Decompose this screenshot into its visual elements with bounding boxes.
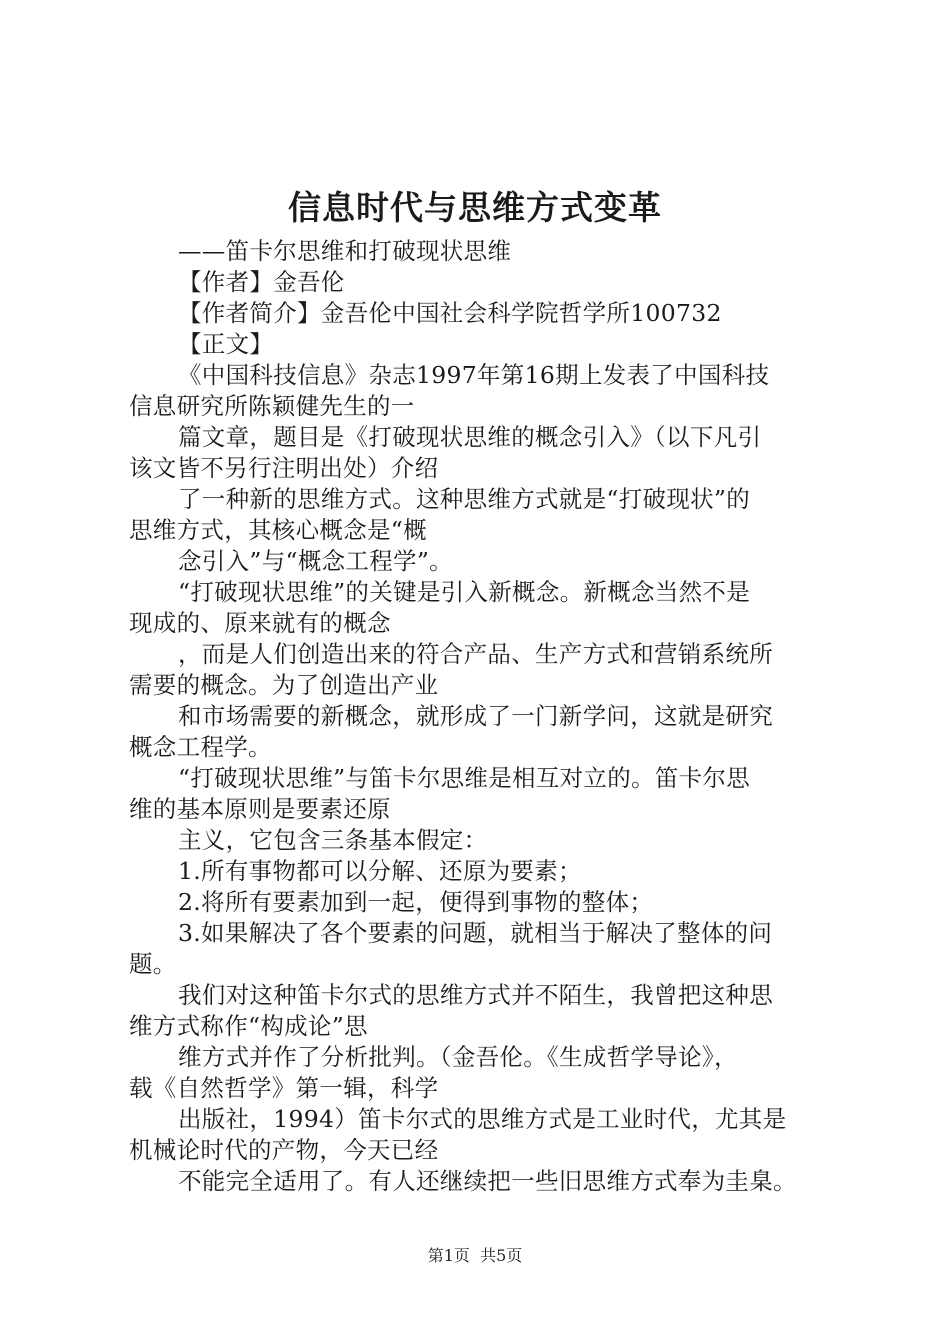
text-line: 现成的、原来就有的概念 (129, 609, 391, 637)
text-line: 《中国科技信息》杂志1997年第16期上发表了中国科技 (178, 361, 770, 389)
text-line: 和市场需要的新概念，就形成了一门新学问，这就是研究 (178, 702, 773, 730)
text-line: 【作者】金吾伦 (178, 268, 345, 296)
text-line: ，而是人们创造出来的符合产品、生产方式和营销系统所 (178, 640, 773, 668)
text-line: 机械论时代的产物，今天已经 (129, 1136, 439, 1164)
text-line: ——笛卡尔思维和打破现状思维 (178, 237, 512, 265)
text-line: 载《自然哲学》第一辑，科学 (129, 1074, 439, 1102)
text-line: 我们对这种笛卡尔式的思维方式并不陌生，我曾把这种思 (178, 981, 773, 1009)
text-line: 不能完全适用了。有人还继续把一些旧思维方式奉为圭臬。 (178, 1167, 797, 1195)
text-line: 【作者简介】金吾伦中国社会科学院哲学所100732 (178, 299, 722, 327)
text-line: 维方式并作了分析批判。（金吾伦。《生成哲学导论》， (178, 1043, 738, 1071)
text-line: “打破现状思维”的关键是引入新概念。新概念当然不是 (178, 578, 751, 606)
text-line: 题。 (129, 950, 177, 978)
text-line: 该文皆不另行注明出处）介绍 (129, 454, 439, 482)
text-line: “打破现状思维”与笛卡尔思维是相互对立的。笛卡尔思 (178, 764, 751, 792)
text-line: 概念工程学。 (129, 733, 272, 761)
text-line: 思维方式，其核心概念是“概 (129, 516, 427, 544)
text-line: 主义，它包含三条基本假定： (178, 826, 488, 854)
page-number-label: 第1页 共5页 (427, 1246, 523, 1265)
text-line: 1.所有事物都可以分解、还原为要素； (178, 857, 582, 885)
text-line: 维方式称作“构成论”思 (129, 1012, 368, 1040)
page-footer (0, 1246, 950, 1266)
text-line: 2.将所有要素加到一起，便得到事物的整体； (178, 888, 654, 916)
text-line: 出版社，1994）笛卡尔式的思维方式是工业时代，尤其是 (178, 1105, 787, 1133)
text-line: 篇文章，题目是《打破现状思维的概念引入》（以下凡引 (178, 423, 762, 451)
text-line: 念引入”与“概念工程学”。 (178, 547, 453, 575)
text-line: 3.如果解决了各个要素的问题，就相当于解决了整体的问 (178, 919, 773, 947)
text-line: 维的基本原则是要素还原 (129, 795, 391, 823)
text-line: 信息研究所陈颖健先生的一 (129, 392, 415, 420)
document-title: 信息时代与思维方式变革 (288, 188, 662, 227)
text-line: 需要的概念。为了创造出产业 (129, 671, 439, 699)
document-body (129, 236, 834, 1197)
text-line: 了一种新的思维方式。这种思维方式就是“打破现状”的 (178, 485, 751, 513)
text-line: 【正文】 (178, 330, 274, 358)
